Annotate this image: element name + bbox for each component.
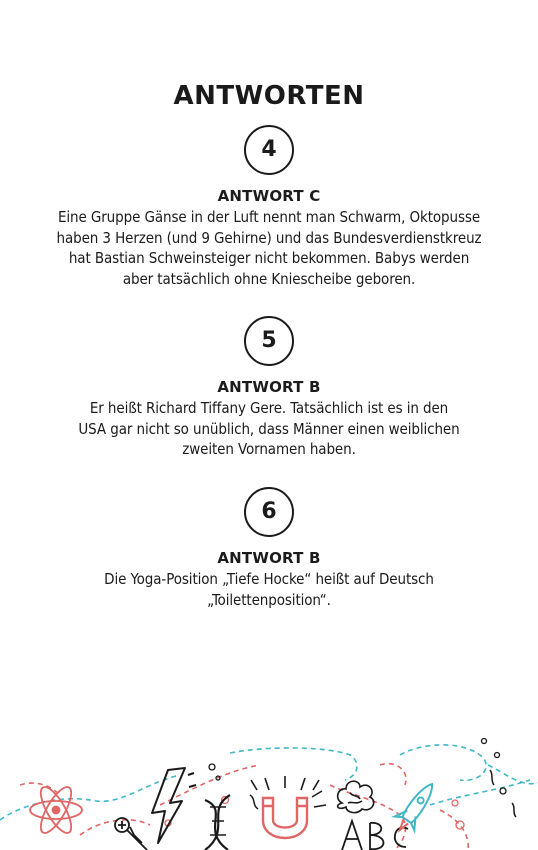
answer-heading: ANTWORT B (217, 378, 321, 396)
answer-line: Die Yoga-Position „Tiefe Hocke“ heißt auf Deutsch (104, 570, 434, 588)
brain-icon (338, 781, 374, 812)
answer-text (19, 398, 519, 460)
question-number-badge: 5 (244, 316, 294, 366)
answer-text (19, 207, 519, 289)
science-doodle-border (0, 725, 538, 850)
answer-line: zweiten Vornamen haben. (182, 440, 356, 458)
answer-heading: ANTWORT C (217, 187, 321, 205)
answer-block-6 (0, 487, 538, 610)
abc-letters-icon (342, 821, 408, 850)
answer-heading: ANTWORT B (217, 549, 321, 567)
rocket-icon (390, 777, 442, 837)
answer-text (19, 569, 519, 610)
answer-line: Er heißt Richard Tiffany Gere. Tatsächlich ist es in den (89, 399, 449, 417)
answer-block-4 (0, 125, 538, 289)
page-title: ANTWORTEN (173, 81, 365, 111)
answer-line: Eine Gruppe Gänse in der Luft nennt man Schwarm, Oktopusse (57, 208, 481, 226)
question-number-badge: 4 (244, 125, 294, 175)
bolt-icon (152, 768, 196, 843)
magnet-icon (251, 776, 319, 838)
answer-line: aber tatsächlich ohne Kniescheibe geboren. (122, 269, 416, 288)
answer-line: hat Bastian Schweinsteiger nicht bekommen. Babys werden (68, 249, 470, 267)
answer-line: haben 3 Herzen (und 9 Gehirne) und das Bundesverdienstkreuz (56, 228, 482, 247)
question-number-badge: 6 (244, 487, 294, 537)
answer-block-5 (0, 316, 538, 460)
answer-line: USA gar nicht so unüblich, dass Männer einen weiblichen (78, 419, 460, 438)
answer-line: „Toilettenposition“. (207, 590, 331, 609)
